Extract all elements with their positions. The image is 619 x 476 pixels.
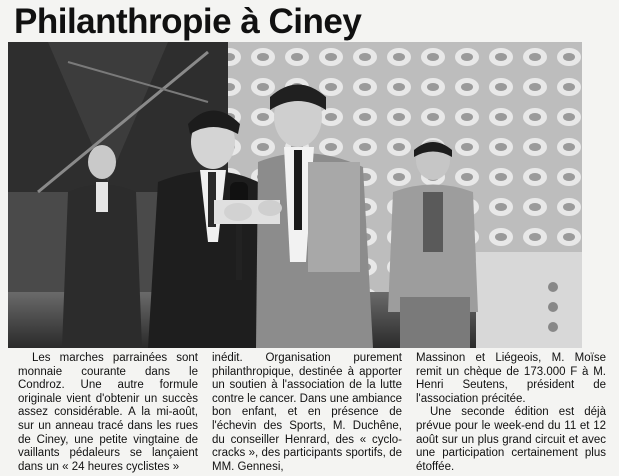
article-paragraph: inédit. Organisation purement philanthropique, destinée à apporter un soutien à l'association de la lutte contre le cancer. Dans une ambiance bon enfant, et en présence de l'échevin des Sports, M. Duchêne, du conseiller Henrard, des « cyclo-cracks », des participants sportifs, de MM. Gennesi, bbox=[212, 352, 402, 473]
article-body bbox=[18, 352, 608, 474]
headline: Philanthropie à Ciney bbox=[14, 2, 362, 41]
article-column-1 bbox=[18, 352, 198, 474]
article-column-2 bbox=[212, 352, 402, 474]
article-paragraph: Une seconde édition est déjà prévue pour le week-end du 11 et 12 août sur un plus grand circuit et avec une participation certainement plus étoffée. bbox=[416, 406, 606, 473]
article-column-3 bbox=[416, 352, 606, 474]
news-photo bbox=[8, 42, 582, 348]
article-paragraph: Les marches parrainées sont monnaie courante dans le Condroz. Une autre formule originale vient d'obtenir un succès assez considérable. A la mi-août, sur un anneau tracé dans les rues de Ciney, une petite vingtaine de vaillants pédaleurs se lançaient dans un « 24 heures cyclistes » bbox=[18, 352, 198, 473]
photo-icon bbox=[8, 42, 582, 348]
article-paragraph: Massinon et Liégeois, M. Moïse remit un chèque de 173.000 F à M. Henri Seutens, président de l'association précitée. bbox=[416, 352, 606, 405]
